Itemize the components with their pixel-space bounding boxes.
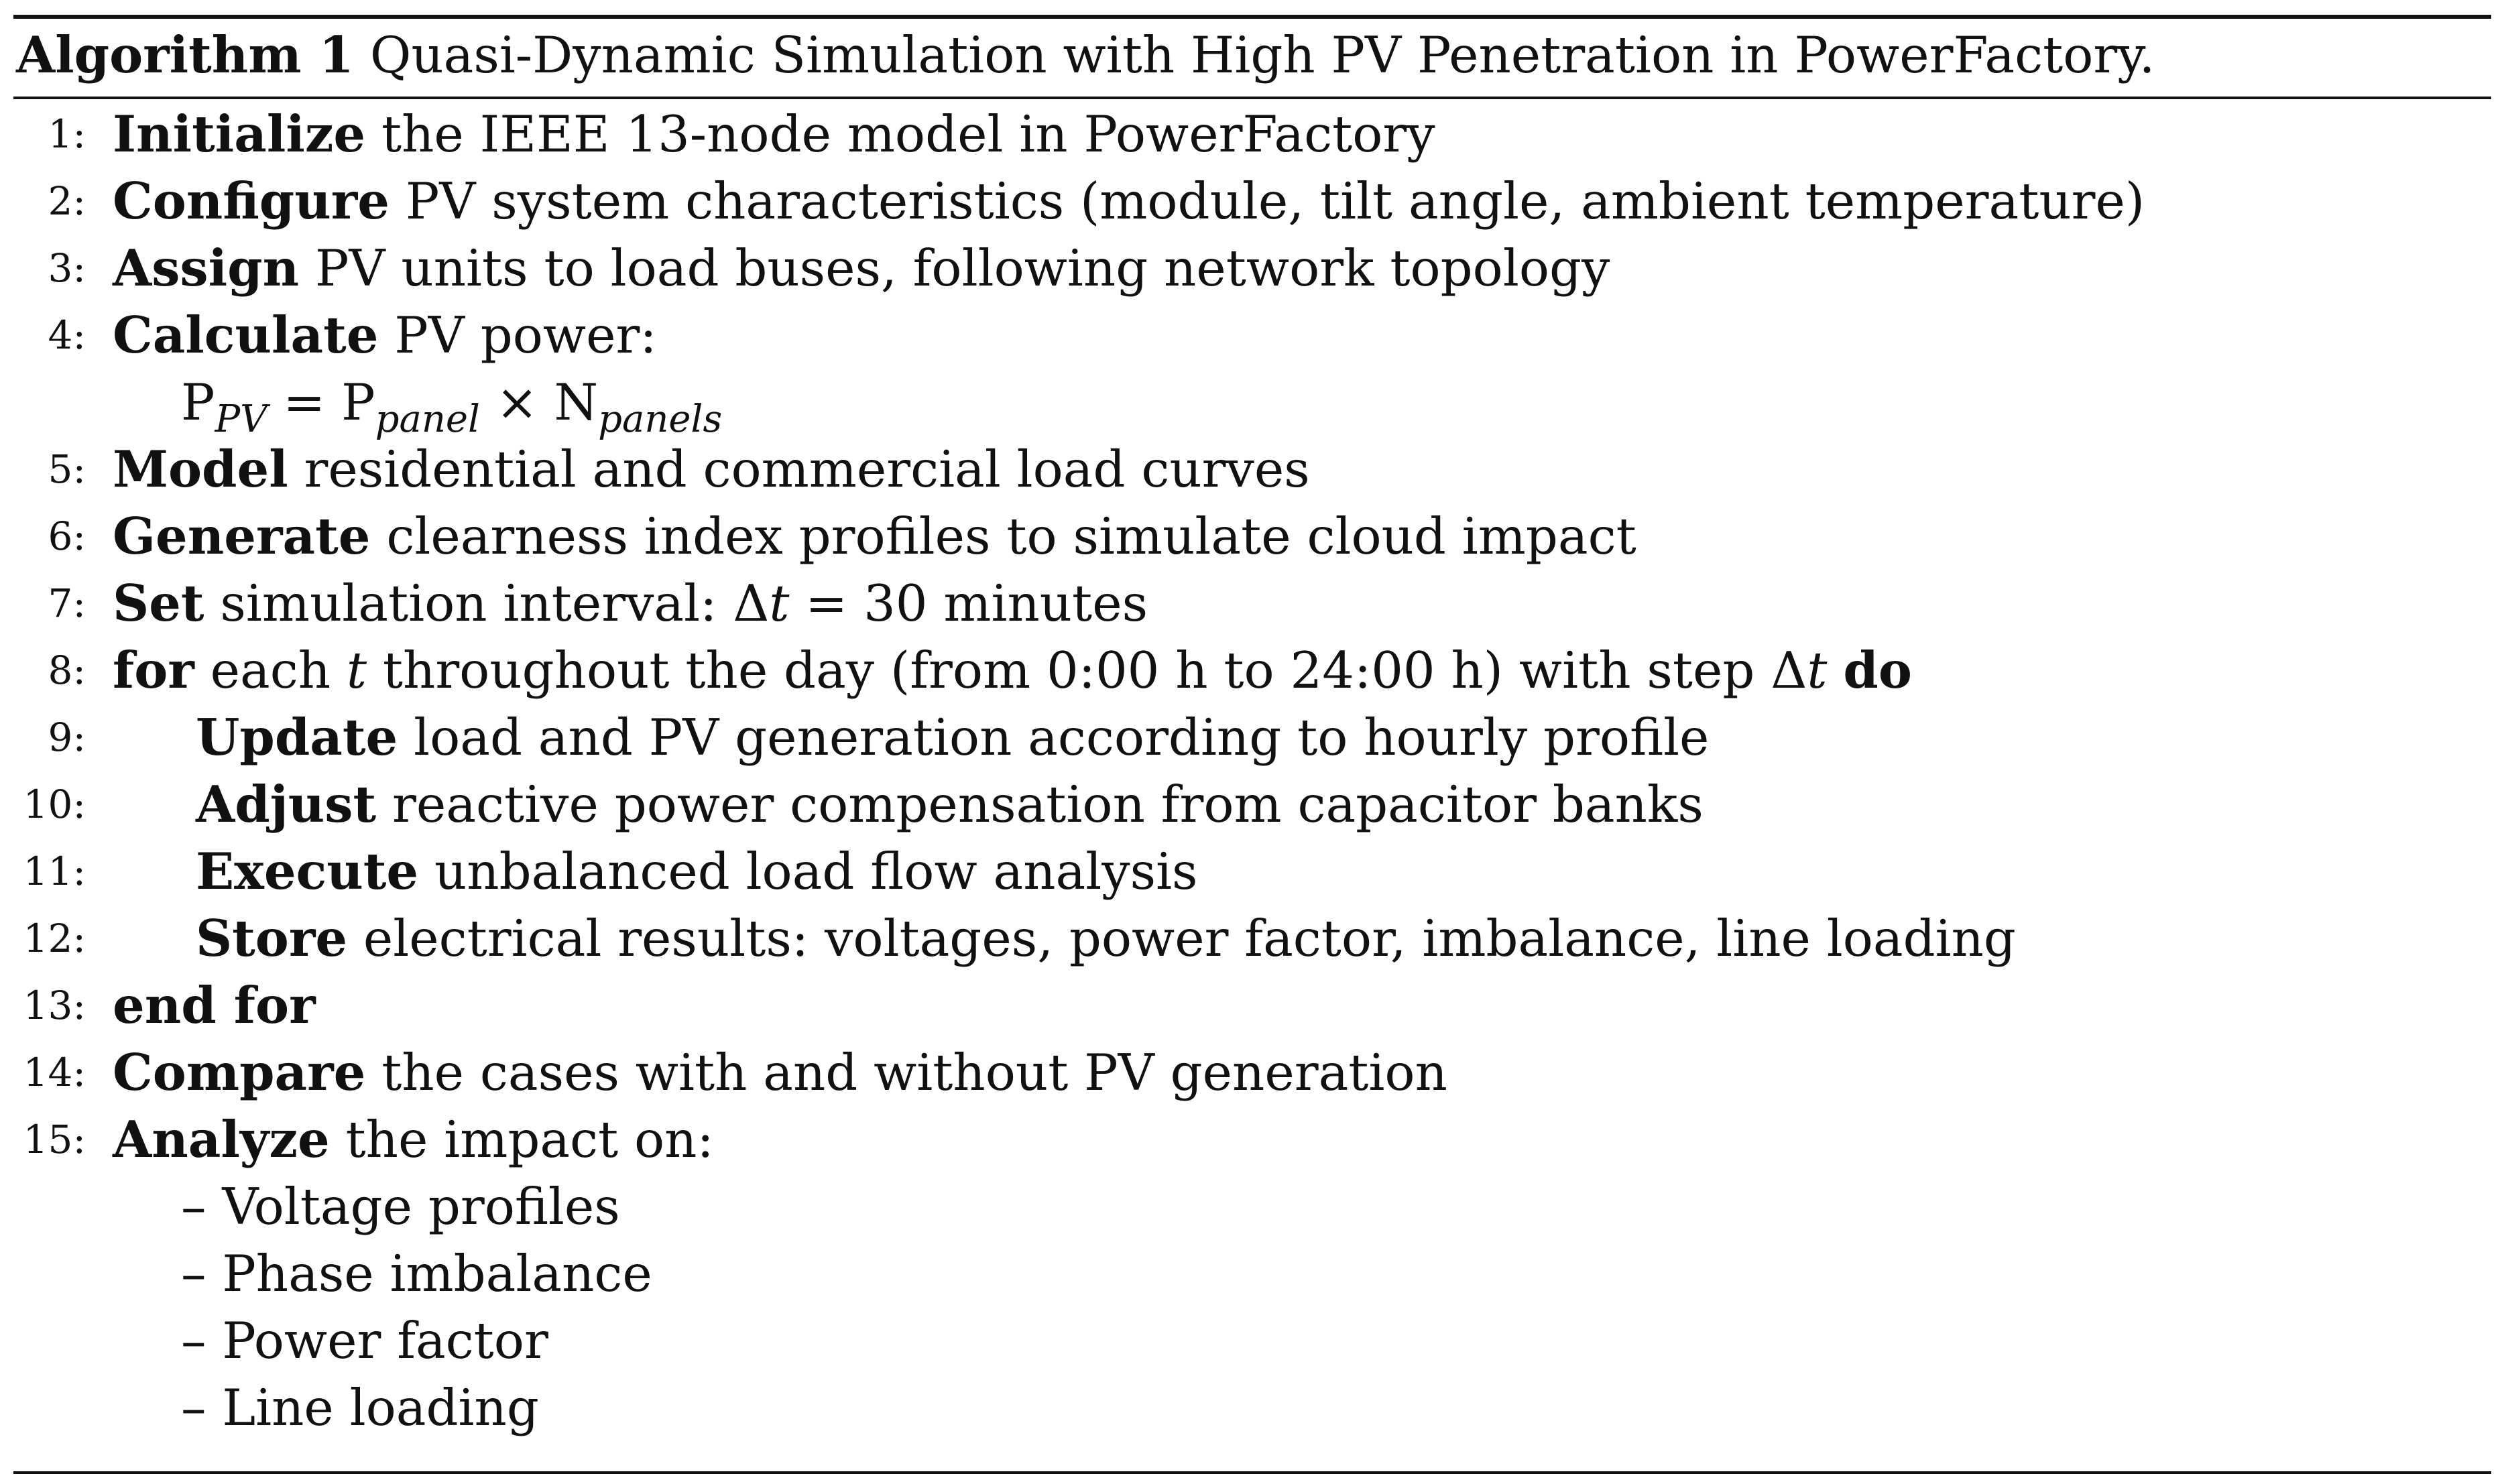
line-content	[196, 905, 2016, 972]
keyword: Initialize	[113, 105, 366, 164]
line-content	[113, 637, 1912, 704]
formula-eq: = P	[267, 373, 375, 432]
line-number: 13:	[23, 983, 86, 1028]
caption-rule	[13, 97, 2491, 99]
keyword: Generate	[113, 507, 371, 566]
algo-line-1	[0, 101, 2506, 168]
line-text: residential and commercial load curves	[304, 440, 1310, 499]
algorithm-caption	[16, 21, 2155, 88]
impact-text: – Voltage profiles	[181, 1177, 620, 1236]
line-number: 6:	[48, 513, 86, 559]
line-number: 4:	[48, 312, 86, 358]
keyword: Configure	[113, 172, 390, 231]
impact-item	[0, 1307, 2506, 1374]
line-number: 5:	[48, 446, 86, 492]
pv-power-formula	[0, 369, 2506, 441]
line-text: reactive power compensation from capacitor banks	[392, 775, 1704, 834]
line-content	[113, 503, 1636, 570]
algo-line-10	[0, 771, 2506, 838]
algo-line-6	[0, 503, 2506, 570]
keyword: Model	[113, 440, 288, 499]
line-text: the impact on:	[345, 1110, 714, 1169]
line-number: 12:	[23, 916, 86, 961]
time-variable: t	[346, 641, 367, 700]
keyword: Adjust	[196, 775, 377, 834]
algo-line-13	[0, 972, 2506, 1039]
line-number: 7:	[48, 580, 86, 626]
top-rule	[13, 15, 2491, 19]
keyword: Calculate	[113, 306, 379, 365]
formula-panel-sub: panel	[375, 397, 480, 441]
algo-line-2	[0, 168, 2506, 235]
line-content	[113, 436, 1310, 503]
line-number: 11:	[23, 849, 86, 894]
keyword: end for	[113, 976, 316, 1035]
line-text: unbalanced load flow analysis	[434, 842, 1198, 901]
line-text: throughout the day (from 0:00 h to 24:00 h) with step Δ	[367, 641, 1807, 700]
formula-lhs-sub: PV	[215, 397, 267, 441]
impact-item	[0, 1374, 2506, 1441]
impact-text: – Line loading	[181, 1378, 539, 1437]
line-content	[113, 570, 1148, 637]
line-number: 14:	[23, 1050, 86, 1095]
line-number: 9:	[48, 715, 86, 760]
bottom-rule	[13, 1471, 2491, 1474]
algo-line-7	[0, 570, 2506, 637]
keyword: Store	[196, 909, 348, 968]
line-text: the cases with and without PV generation	[381, 1043, 1447, 1102]
time-variable: t	[769, 574, 790, 633]
time-variable: t	[1807, 641, 1828, 700]
impact-text: – Power factor	[181, 1311, 548, 1370]
keyword: do	[1843, 641, 1912, 700]
line-number: 10:	[23, 782, 86, 827]
line-text: clearness index profiles to simulate cloud impact	[386, 507, 1636, 566]
line-content	[113, 1039, 1447, 1106]
line-content	[113, 101, 1435, 168]
formula-content	[181, 369, 723, 441]
keyword: Execute	[196, 842, 419, 901]
algo-line-11	[0, 838, 2506, 905]
keyword: Assign	[113, 239, 300, 298]
impact-item	[0, 1240, 2506, 1307]
line-text: PV power:	[394, 306, 657, 365]
line-text: PV system characteristics (module, tilt angle, ambient temperature)	[405, 172, 2145, 231]
line-text: load and PV generation according to hourly profile	[414, 708, 1710, 767]
algo-line-5	[0, 436, 2506, 503]
line-text: PV units to load buses, following network topology	[314, 239, 1610, 298]
line-number: 3:	[48, 245, 86, 291]
line-number: 2:	[48, 178, 86, 224]
line-content	[113, 1106, 714, 1173]
algo-line-9	[0, 704, 2506, 771]
line-content	[196, 704, 1709, 771]
keyword: Update	[196, 708, 398, 767]
algorithm-label: Algorithm 1	[16, 25, 354, 84]
algo-line-15	[0, 1106, 2506, 1173]
line-number: 15:	[23, 1117, 86, 1162]
line-number: 1:	[48, 111, 86, 157]
keyword: Analyze	[113, 1110, 330, 1169]
line-text: = 30 minutes	[789, 574, 1148, 633]
algorithm-lines	[0, 101, 2506, 1441]
algo-line-12	[0, 905, 2506, 972]
line-content	[113, 302, 657, 369]
line-number: 8:	[48, 647, 86, 693]
algorithm-title: Quasi-Dynamic Simulation with High PV Penetration in PowerFactory.	[369, 25, 2155, 84]
algo-line-3	[0, 235, 2506, 302]
line-content	[113, 168, 2145, 235]
line-text: each	[210, 641, 347, 700]
line-text: the IEEE 13-node model in PowerFactory	[381, 105, 1435, 164]
line-content	[196, 838, 1198, 905]
impact-item	[0, 1173, 2506, 1240]
formula-lhs: P	[181, 373, 215, 432]
algo-line-4	[0, 302, 2506, 369]
keyword: Set	[113, 574, 204, 633]
formula-panels-sub: panels	[598, 397, 723, 441]
line-content	[113, 972, 316, 1039]
keyword: for	[113, 641, 194, 700]
keyword: Compare	[113, 1043, 366, 1102]
line-content	[196, 771, 1704, 838]
algo-line-8	[0, 637, 2506, 704]
impact-text: – Phase imbalance	[181, 1244, 652, 1303]
formula-times: × N	[479, 373, 599, 432]
algo-line-14	[0, 1039, 2506, 1106]
line-text: simulation interval: Δ	[220, 574, 770, 633]
line-content	[113, 235, 1610, 302]
line-text: electrical results: voltages, power factor, imbalance, line loading	[363, 909, 2016, 968]
